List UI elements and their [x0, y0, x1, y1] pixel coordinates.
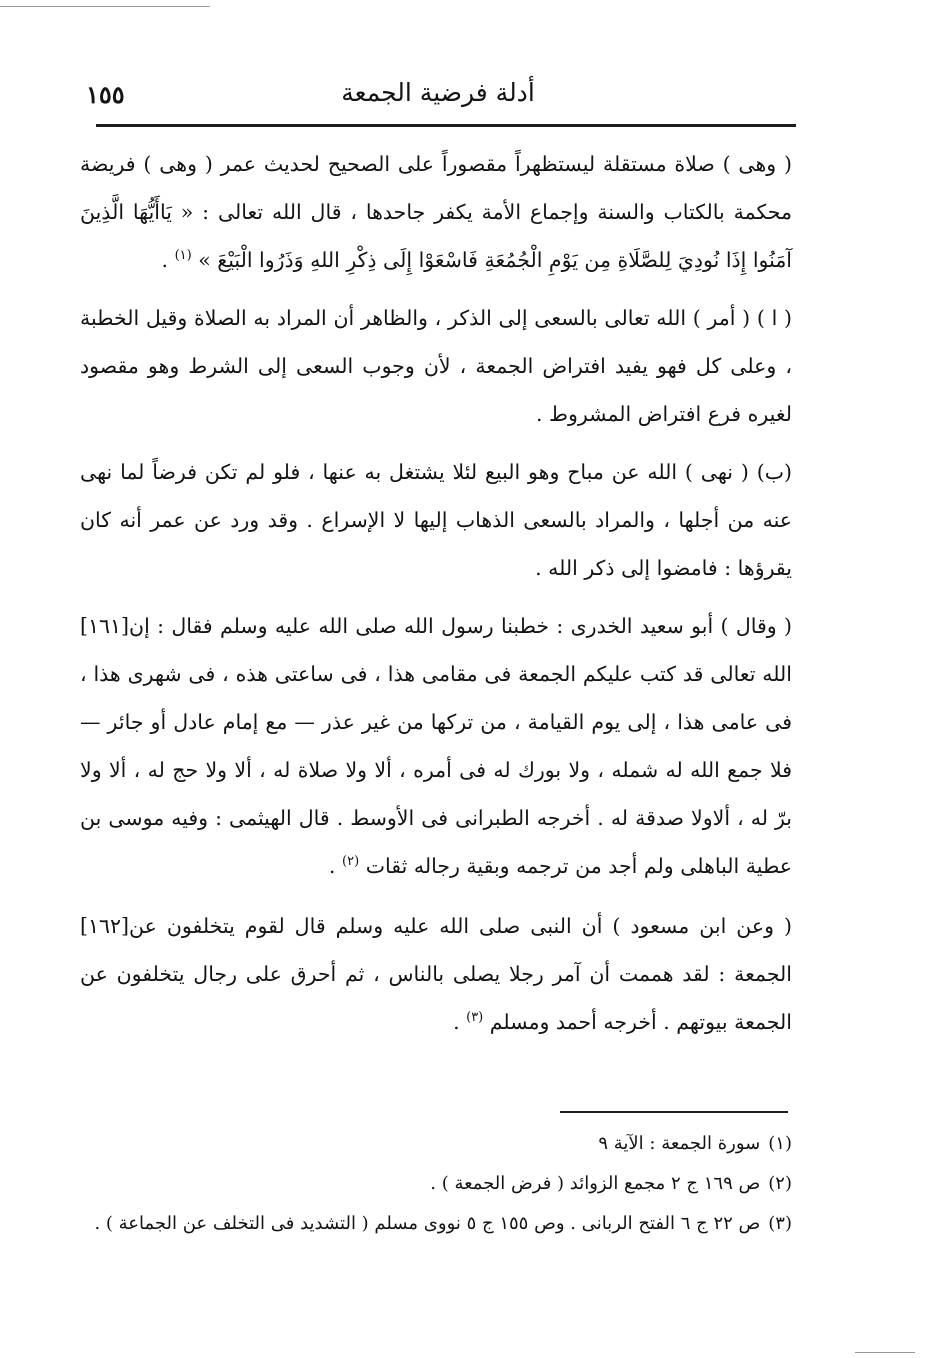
footnote [80, 1124, 792, 1164]
footnote-text: ص ٢٢ ج ٦ الفتح الربانى . وص ١٥٥ ج ٥ نووى مسلم ( التشديد فى التخلف عن الجماعة ) . [94, 1213, 761, 1234]
footnote-mark: (١) [174, 248, 192, 264]
footnote [80, 1164, 792, 1204]
main-text [80, 140, 792, 1058]
page-header [80, 74, 796, 118]
paragraph-abu-said-hadith: [١٦١] ( وقال ) أبو سعيد الخدرى : خطبنا رسول الله صلى الله عليه وسلم فقال : إن الله تعالى قد كتب عليكم الجمعة فى مقامى هذا ، فى ساعتى هذه ، فى شهرى هذا ، فى عامى هذا ، إلى يوم القيامة ، من تركها من غير عذر — مع إمام عادل أو جائر — فلا جمع الله له شمله ، ولا بورك له فى أمره ، ألا ولا صلاة له ، ألا ولا حج له ، ألا ولا برّ له ، ألاولا صدقة له . أخرجه الطبرانى فى الأوسط . قال الهيثمى : وفيه موسى بن عطية الباهلى ولم أجد من ترجمه وبقية رجاله ثقات $^{(٢)}$ . [80, 602, 792, 890]
footnote-text: سورة الجمعة : الآية ٩ [598, 1133, 761, 1154]
hadith-reference-number: [١٦١] [80, 614, 130, 638]
page-number: ١٥٥ [86, 80, 125, 109]
running-title: أدلة فرضية الجمعة [341, 78, 535, 107]
footnote-number: (٣) [768, 1213, 792, 1234]
header-rule [96, 124, 796, 127]
footnote-rule [560, 1111, 788, 1113]
footnote-mark: (٢) [342, 854, 360, 870]
scan-edge-line [855, 1352, 915, 1353]
paragraph-friday-prayer-verse: ( وهى ) صلاة مستقلة ليستظهراً مقصوراً على الصحيح لحديث عمر ( وهى ) فريضة محكمة بالكتاب والسنة وإجماع الأمة يكفر جاحدها ، قال الله تعالى : « يَاأَيُّهَا الَّذِينَ آمَنُوا إِذَا نُودِيَ لِلصَّلَاةِ مِن يَوْمِ الْجُمُعَةِ فَاسْعَوْا إِلَى ذِكْرِ اللهِ وَذَرُوا الْبَيْعَ » $^{(١)}$ . [80, 152, 792, 272]
footnote [80, 1204, 792, 1244]
hadith-reference-number: [١٦٢] [80, 914, 130, 938]
footnote-text: ص ١٦٩ ج ٢ مجمع الزوائد ( فرض الجمعة ) . [430, 1173, 761, 1194]
footnotes [80, 1124, 792, 1244]
paragraph-ibn-masud-hadith: [١٦٢] ( وعن ابن مسعود ) أن النبى صلى الله عليه وسلم قال لقوم يتخلفون عن الجمعة : لقد هممت أن آمر رجلا يصلى بالناس ، ثم أحرق على رجال يتخلفون عن الجمعة بيوتهم . أخرجه أحمد ومسلم $^{(٣)}$ . [80, 902, 792, 1046]
footnote-number: (١) [768, 1133, 792, 1154]
paragraph-prohibition-of-trade: (ب) ( نهى ) الله عن مباح وهو البيع لئلا يشتغل به عنها ، فلو لم تكن فرضاً لما نهى عنه من أجلها ، والمراد بالسعى الذهاب إليها لا الإسراع . وقد ورد عن عمر أنه كان يقرؤها : فامضوا إلى ذكر الله . [80, 460, 792, 580]
footnote-number: (٢) [768, 1173, 792, 1194]
footnote-mark: (٣) [466, 1010, 484, 1026]
paragraph-command-to-strive: ( ا ) ( أمر ) الله تعالى بالسعى إلى الذكر ، والظاهر أن المراد به الصلاة وقيل الخطبة ، وعلى كل فهو يفيد افتراض الجمعة ، لأن وجوب السعى إلى الشرط وهو مقصود لغيره فرع افتراض المشروط . [80, 306, 792, 426]
paragraph-text: ( وقال ) أبو سعيد الخدرى : خطبنا رسول الله صلى الله عليه وسلم فقال : إن الله تعالى قد كتب عليكم الجمعة فى مقامى هذا ، فى ساعتى هذه ، فى شهرى هذا ، فى عامى هذا ، إلى يوم القيامة ، من تركها من غير عذر — مع إمام عادل أو جائر — فلا جمع الله له شمله ، ولا بورك له فى أمره ، ألا ولا صلاة له ، ألا ولا حج له ، ألا ولا برّ له ، ألاولا صدقة له . أخرجه الطبرانى فى الأوسط . قال الهيثمى : وفيه موسى بن عطية الباهلى ولم أجد من ترجمه وبقية رجاله ثقات [80, 614, 792, 878]
paragraph-text: ( وعن ابن مسعود ) أن النبى صلى الله عليه وسلم قال لقوم يتخلفون عن الجمعة : لقد هممت أن آمر رجلا يصلى بالناس ، ثم أحرق على رجال يتخلفون عن الجمعة بيوتهم . أخرجه أحمد ومسلم [80, 914, 792, 1034]
paragraph-text: ( وهى ) صلاة مستقلة ليستظهراً مقصوراً على الصحيح لحديث عمر ( وهى ) فريضة محكمة بالكتاب والسنة وإجماع الأمة يكفر جاحدها ، قال الله تعالى : « يَاأَيُّهَا الَّذِينَ آمَنُوا إِذَا نُودِيَ لِلصَّلَاةِ مِن يَوْمِ الْجُمُعَةِ فَاسْعَوْا إِلَى ذِكْرِ اللهِ وَذَرُوا الْبَيْعَ » [80, 152, 792, 272]
scan-edge-line [0, 6, 210, 7]
